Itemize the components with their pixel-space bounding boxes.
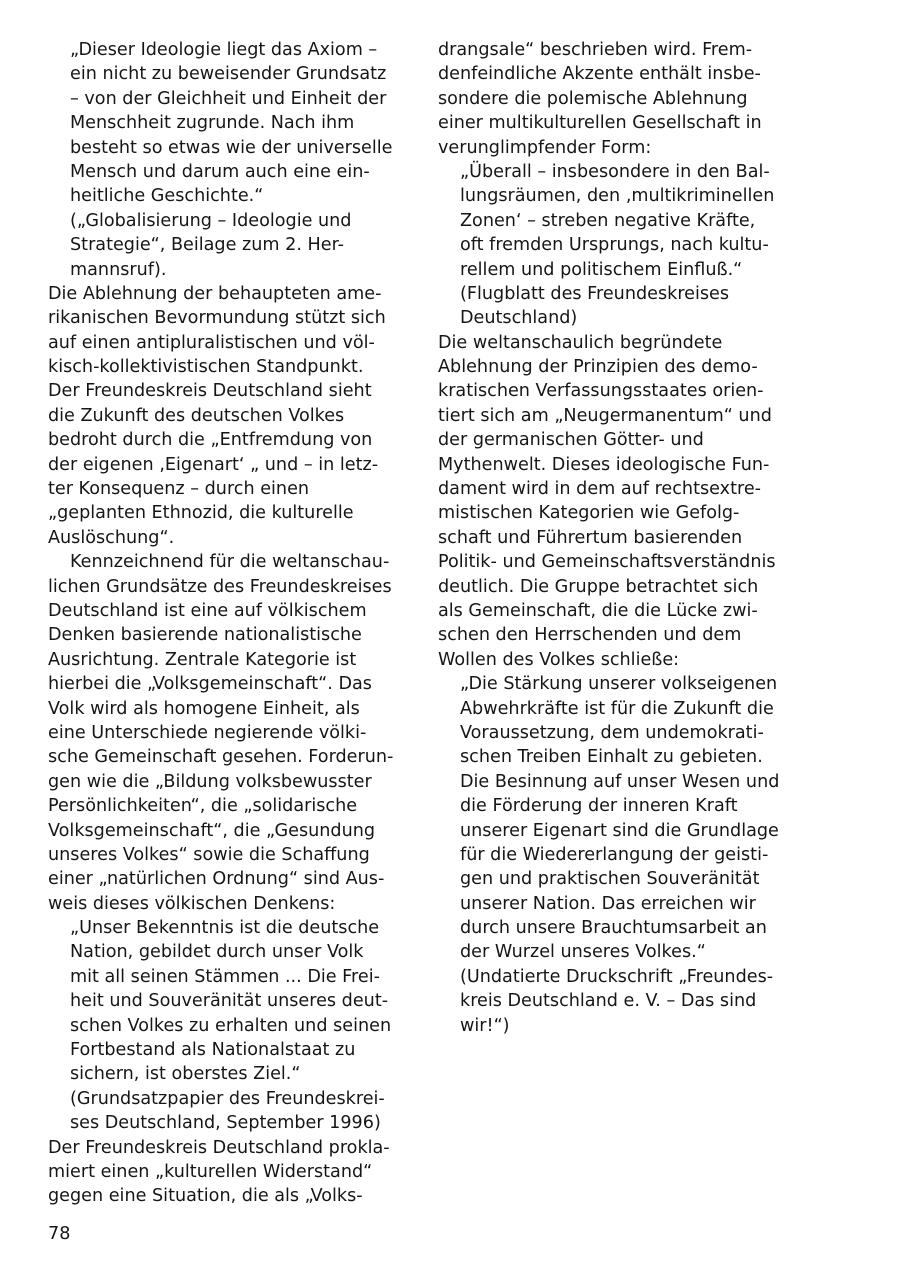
- body-line: unseres Volkes“ sowie die Schaffung: [48, 844, 370, 865]
- quote-line: schen Treiben Einhalt zu gebieten.: [460, 747, 763, 768]
- body-line: schaft und Führertum basierenden: [438, 527, 743, 548]
- paragraph-ablehnung: [48, 282, 408, 550]
- page-number: 78: [48, 1224, 71, 1244]
- quote-source-line: mannsruf).: [70, 259, 167, 280]
- body-line: eine Unterschiede negierende völki-: [48, 722, 367, 743]
- body-line: Volk wird als homogene Einheit, als: [48, 698, 360, 719]
- body-line: denfeindliche Akzente enthält insbe-: [438, 64, 761, 85]
- body-line: Die Ablehnung der behaupteten ame-: [48, 283, 382, 304]
- body-line: sche Gemeinschaft gesehen. Forderun-: [48, 747, 394, 768]
- quote-flugblatt: [438, 160, 800, 331]
- quote-line: schen Volkes zu erhalten und seinen: [70, 1015, 392, 1036]
- quote-source-line: ses Deutschland, September 1996): [70, 1113, 381, 1134]
- quote-line: unserer Nation. Das erreichen wir: [460, 893, 756, 914]
- quote-line: heit und Souveränität unseres deut-: [70, 991, 389, 1012]
- quote-source-line: („Globalisierung – Ideologie und: [70, 210, 352, 231]
- body-line: dament wird in dem auf rechtsextre-: [438, 479, 761, 500]
- quote-source-line: Deutschland): [460, 308, 578, 329]
- body-line: gen wie die „Bildung volksbewusster: [48, 771, 372, 792]
- body-line: auf einen antipluralistischen und völ-: [48, 332, 375, 353]
- body-line: verunglimpfender Form:: [438, 137, 652, 158]
- quote-line: Nation, gebildet durch unser Volk: [70, 942, 364, 963]
- body-line: einer „natürlichen Ordnung“ sind Aus-: [48, 869, 385, 890]
- quote-line: lungsräumen, den ‚multikriminellen: [460, 186, 775, 207]
- body-line: kisch-kollektivistischen Standpunkt.: [48, 357, 364, 378]
- body-line: Persönlichkeiten“, die „solidarische: [48, 796, 358, 817]
- body-line: Auslöschung“.: [48, 527, 175, 548]
- body-line: die Zukunft des deutschen Volkes: [48, 405, 345, 426]
- quote-line: oft fremden Ursprungs, nach kultu-: [460, 235, 769, 256]
- body-line: Ablehnung der Prinzipien des demo-: [438, 357, 758, 378]
- quote-line: Fortbestand als Nationalstaat zu: [70, 1040, 356, 1061]
- body-line: gegen eine Situation, die als „Volks-: [48, 1186, 363, 1207]
- quote-source-line: (Flugblatt des Freundeskreises: [460, 283, 730, 304]
- quote-line: ein nicht zu beweisender Grundsatz: [70, 64, 387, 85]
- body-line: mistischen Kategorien wie Gefolg-: [438, 503, 740, 524]
- body-line: Politik- und Gemeinschaftsverständnis: [438, 552, 776, 573]
- body-line: Denken basierende nationalistische: [48, 625, 362, 646]
- quote-line: Die Besinnung auf unser Wesen und: [460, 771, 780, 792]
- body-line: tiert sich am „Neugermanentum“ und: [438, 405, 772, 426]
- quote-line: unserer Eigenart sind die Grundlage: [460, 820, 779, 841]
- body-line: als Gemeinschaft, die die Lücke zwi-: [438, 600, 758, 621]
- paragraph-widerstand: [48, 1136, 408, 1209]
- quote-line: mit all seinen Stämmen ... Die Frei-: [70, 966, 380, 987]
- body-line: Wollen des Volkes schließe:: [438, 649, 680, 670]
- quote-source-line: (Grundsatzpapier des Freundeskrei-: [70, 1088, 385, 1109]
- left-column: [48, 38, 408, 1209]
- paragraph-drangsale: [438, 38, 800, 160]
- quote-bekenntnis: [48, 916, 408, 1136]
- quote-line: für die Wiedererlangung der geisti-: [460, 844, 769, 865]
- quote-line: der Wurzel unseres Volkes.“: [460, 942, 706, 963]
- body-line: Die weltanschaulich begründete: [438, 332, 723, 353]
- quote-line: die Förderung der inneren Kraft: [460, 796, 738, 817]
- body-line: einer multikulturellen Gesellschaft in: [438, 113, 762, 134]
- body-line: Der Freundeskreis Deutschland sieht: [48, 381, 372, 402]
- body-line: lichen Grundsätze des Freundeskreises: [48, 576, 392, 597]
- body-line: Kennzeichnend für die weltanschau-: [70, 552, 390, 573]
- quote-source-line: (Undatierte Druckschrift „Freundes-: [460, 966, 774, 987]
- quote-line: Zonen‘ – streben negative Kräfte,: [460, 210, 756, 231]
- quote-source-line: Strategie“, Beilage zum 2. Her-: [70, 235, 345, 256]
- quote-source-line: wir!“): [460, 1015, 510, 1036]
- quote-line: durch unsere Brauchtumsarbeit an: [460, 918, 767, 939]
- body-line: Volksgemeinschaft“, die „Gesundung: [48, 820, 376, 841]
- body-line: ter Konsequenz – durch einen: [48, 479, 310, 500]
- quote-line: „Überall – insbesondere in den Bal-: [460, 161, 770, 182]
- body-line: miert einen „kulturellen Widerstand“: [48, 1161, 373, 1182]
- quote-line: sichern, ist oberstes Ziel.“: [70, 1064, 301, 1085]
- quote-line: Mensch und darum auch eine ein-: [70, 161, 370, 182]
- body-line: rikanischen Bevormundung stützt sich: [48, 308, 386, 329]
- quote-staerkung: [438, 672, 800, 1038]
- body-line: kratischen Verfassungsstaates orien-: [438, 381, 764, 402]
- quote-line: Abwehrkräfte ist für die Zukunft die: [460, 698, 774, 719]
- body-line: der germanischen Götter- und: [438, 430, 704, 451]
- quote-line: – von der Gleichheit und Einheit der: [70, 88, 387, 109]
- quote-line: heitliche Geschichte.“: [70, 186, 264, 207]
- quote-line: „Unser Bekenntnis ist die deutsche: [70, 918, 380, 939]
- quote-globalisierung: [48, 38, 408, 282]
- quote-line: „Die Stärkung unserer volkseigenen: [460, 674, 778, 695]
- body-line: drangsale“ beschrieben wird. Frem-: [438, 40, 753, 60]
- body-line: schen den Herrschenden und dem: [438, 625, 742, 646]
- quote-line: rellem und politischem Einfluß.“: [460, 259, 743, 280]
- body-line: sondere die polemische Ablehnung: [438, 88, 748, 109]
- body-line: bedroht durch die „Entfremdung von: [48, 430, 373, 451]
- quote-source-line: kreis Deutschland e. V. – Das sind: [460, 991, 757, 1012]
- body-line: Ausrichtung. Zentrale Kategorie ist: [48, 649, 357, 670]
- body-line: hierbei die „Volksgemeinschaft“. Das: [48, 674, 372, 695]
- right-column: [438, 38, 800, 1038]
- body-line: Mythenwelt. Dieses ideologische Fun-: [438, 454, 770, 475]
- paragraph-weltanschaulich: [438, 331, 800, 672]
- quote-line: „Dieser Ideologie liegt das Axiom –: [70, 40, 378, 60]
- body-line: Deutschland ist eine auf völkischem: [48, 600, 367, 621]
- body-line: deutlich. Die Gruppe betrachtet sich: [438, 576, 759, 597]
- quote-line: besteht so etwas wie der universelle: [70, 137, 393, 158]
- body-line: der eigenen ‚Eigenart‘ „ und – in letz-: [48, 454, 379, 475]
- body-line: weis dieses völkischen Denkens:: [48, 893, 336, 914]
- quote-line: Voraussetzung, dem undemokrati-: [460, 722, 764, 743]
- paragraph-kennzeichnend: [48, 550, 408, 916]
- quote-line: Menschheit zugrunde. Nach ihm: [70, 113, 355, 134]
- body-line: „geplanten Ethnozid, die kulturelle: [48, 503, 354, 524]
- quote-line: gen und praktischen Souveränität: [460, 869, 760, 890]
- body-line: Der Freundeskreis Deutschland prokla-: [48, 1137, 390, 1158]
